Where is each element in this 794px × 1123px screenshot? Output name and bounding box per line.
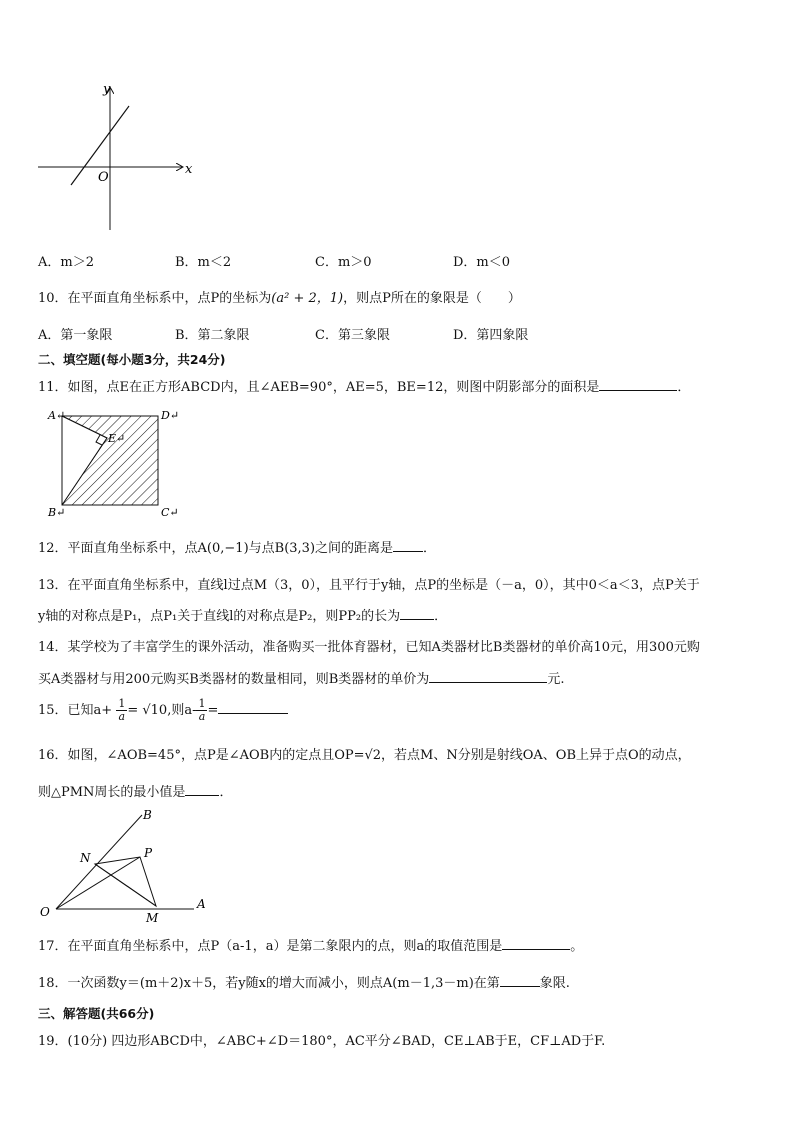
q15-frac2-den: a <box>198 710 206 723</box>
origin-label: O <box>98 170 109 185</box>
y-axis-label: y <box>103 82 111 97</box>
label-p: P <box>144 846 153 860</box>
q9-option-c: C．m＞0 <box>315 255 372 270</box>
triangle-pmn <box>95 857 156 906</box>
q15-frac2-num: 1 <box>198 697 206 710</box>
q10-text-pre: 10．在平面直角坐标系中，点P的坐标为 <box>38 291 272 306</box>
q15-frac-num: 1 <box>118 697 126 710</box>
q16-blank[interactable] <box>185 783 219 796</box>
q16-text: 则△PMN周长的最小值是 <box>38 785 186 800</box>
q11-blank[interactable] <box>599 378 677 391</box>
q12-stem <box>38 537 436 556</box>
label-b: B↵ <box>48 506 66 519</box>
q9-option-a: A．m＞2 <box>38 255 94 270</box>
segment-op <box>56 857 140 909</box>
q16-line2 <box>38 781 232 800</box>
label-a: A↵ <box>48 409 66 422</box>
q16-figure <box>36 802 216 926</box>
q15-end: = <box>207 703 219 718</box>
q10-text-post: ，则点P所在的象限是（ ） <box>343 291 521 306</box>
ray-ob <box>56 815 142 909</box>
q11-text: 11．如图，点E在正方形ABCD内，且∠AEB=90°，AE=5，BE=12，则图中阴影部分的面积是 <box>38 380 600 395</box>
q13-line2 <box>38 605 447 624</box>
x-axis-label: x <box>185 162 193 177</box>
q11-end: ． <box>677 380 691 395</box>
q15-blank[interactable] <box>218 701 288 714</box>
q19-stem: 19．(10分) 四边形ABCD中，∠ABC+∠D＝180°，AC平分∠BAD，CE⊥AB于E，CF⊥AD于F. <box>38 1034 606 1049</box>
label-m: M <box>146 911 159 925</box>
q10-stem <box>38 287 521 306</box>
q13-line1: 13．在平面直角坐标系中，直线l过点M（3，0），且平行于y轴，点P的坐标是（－a，0），其中0＜a＜3，点P关于 <box>38 578 700 593</box>
section2-title: 二、填空题(每小题3分，共24分) <box>38 352 226 367</box>
q10-option-a: A．第一象限 <box>38 328 113 343</box>
q12-blank[interactable] <box>393 539 423 552</box>
q10-coord: (a² + 2，1) <box>271 291 344 306</box>
label-d: D↵ <box>161 409 180 422</box>
segment-nm-aux <box>95 864 156 906</box>
q12-end: ． <box>423 541 437 556</box>
q11-stem <box>38 376 690 395</box>
q9-graph <box>30 80 200 235</box>
q18-blank[interactable] <box>500 974 540 987</box>
q10-option-b: B．第二象限 <box>175 328 250 343</box>
q9-option-d: D．m＜0 <box>453 255 511 270</box>
q18-stem <box>38 972 570 991</box>
label-b: B <box>143 808 152 822</box>
q14-blank[interactable] <box>429 670 547 683</box>
label-e: E↵ <box>108 432 126 445</box>
label-n: N <box>80 851 91 865</box>
q14-line1: 14．某学校为了丰富学生的课外活动，准备购买一批体育器材，已知A类器材比B类器材的单价高10元，用300元购 <box>38 640 700 655</box>
section3-title: 三、解答题(共66分) <box>38 1006 155 1021</box>
label-a: A <box>197 897 206 911</box>
q18-text: 18．一次函数y＝(m＋2)x＋5，若y随x的增大而减小，则点A(m－1,3－m)在第 <box>38 976 500 991</box>
q13-text: y轴的对称点是P₁，点P₁关于直线l的对称点是P₂，则PP₂的长为 <box>38 609 401 624</box>
q12-text: 12．平面直角坐标系中，点A(0,−1)与点B(3,3)之间的距离是 <box>38 541 394 556</box>
label-c: C↵ <box>161 506 179 519</box>
q11-figure <box>44 404 184 522</box>
q10-option-c: C．第三象限 <box>315 328 390 343</box>
q15-eq: = <box>127 703 139 718</box>
q13-blank[interactable] <box>400 607 434 620</box>
q15-mid: ,则a- <box>167 703 197 718</box>
q17-end: 。 <box>570 939 584 954</box>
q15-sqrt: √10 <box>142 703 168 718</box>
q15-fraction <box>116 698 127 723</box>
q15-stem <box>38 698 288 723</box>
q10-option-d: D．第四象限 <box>453 328 529 343</box>
q15-fraction2 <box>196 698 207 723</box>
q17-stem <box>38 935 583 954</box>
q14-text: 买A类器材与用200元购买B类器材的数量相同，则B类器材的单价为 <box>38 672 430 687</box>
q16-line1: 16．如图，∠AOB=45°，点P是∠AOB内的定点且OP=√2，若点M、N分别是射线OA、OB上异于点O的动点， <box>38 748 691 763</box>
q15-frac-den: a <box>118 710 126 723</box>
q17-blank[interactable] <box>502 937 570 950</box>
q14-end: 元. <box>547 672 565 687</box>
label-o: O <box>40 905 50 919</box>
q14-line2 <box>38 668 564 687</box>
q16-end: ． <box>219 785 233 800</box>
q18-end: 象限. <box>539 976 570 991</box>
q9-option-b: B．m＜2 <box>175 255 232 270</box>
q15-pre: 15．已知a+ <box>38 703 113 718</box>
q17-text: 17．在平面直角坐标系中，点P（a-1，a）是第二象限内的点，则a的取值范围是 <box>38 939 503 954</box>
q13-end: ． <box>434 609 448 624</box>
